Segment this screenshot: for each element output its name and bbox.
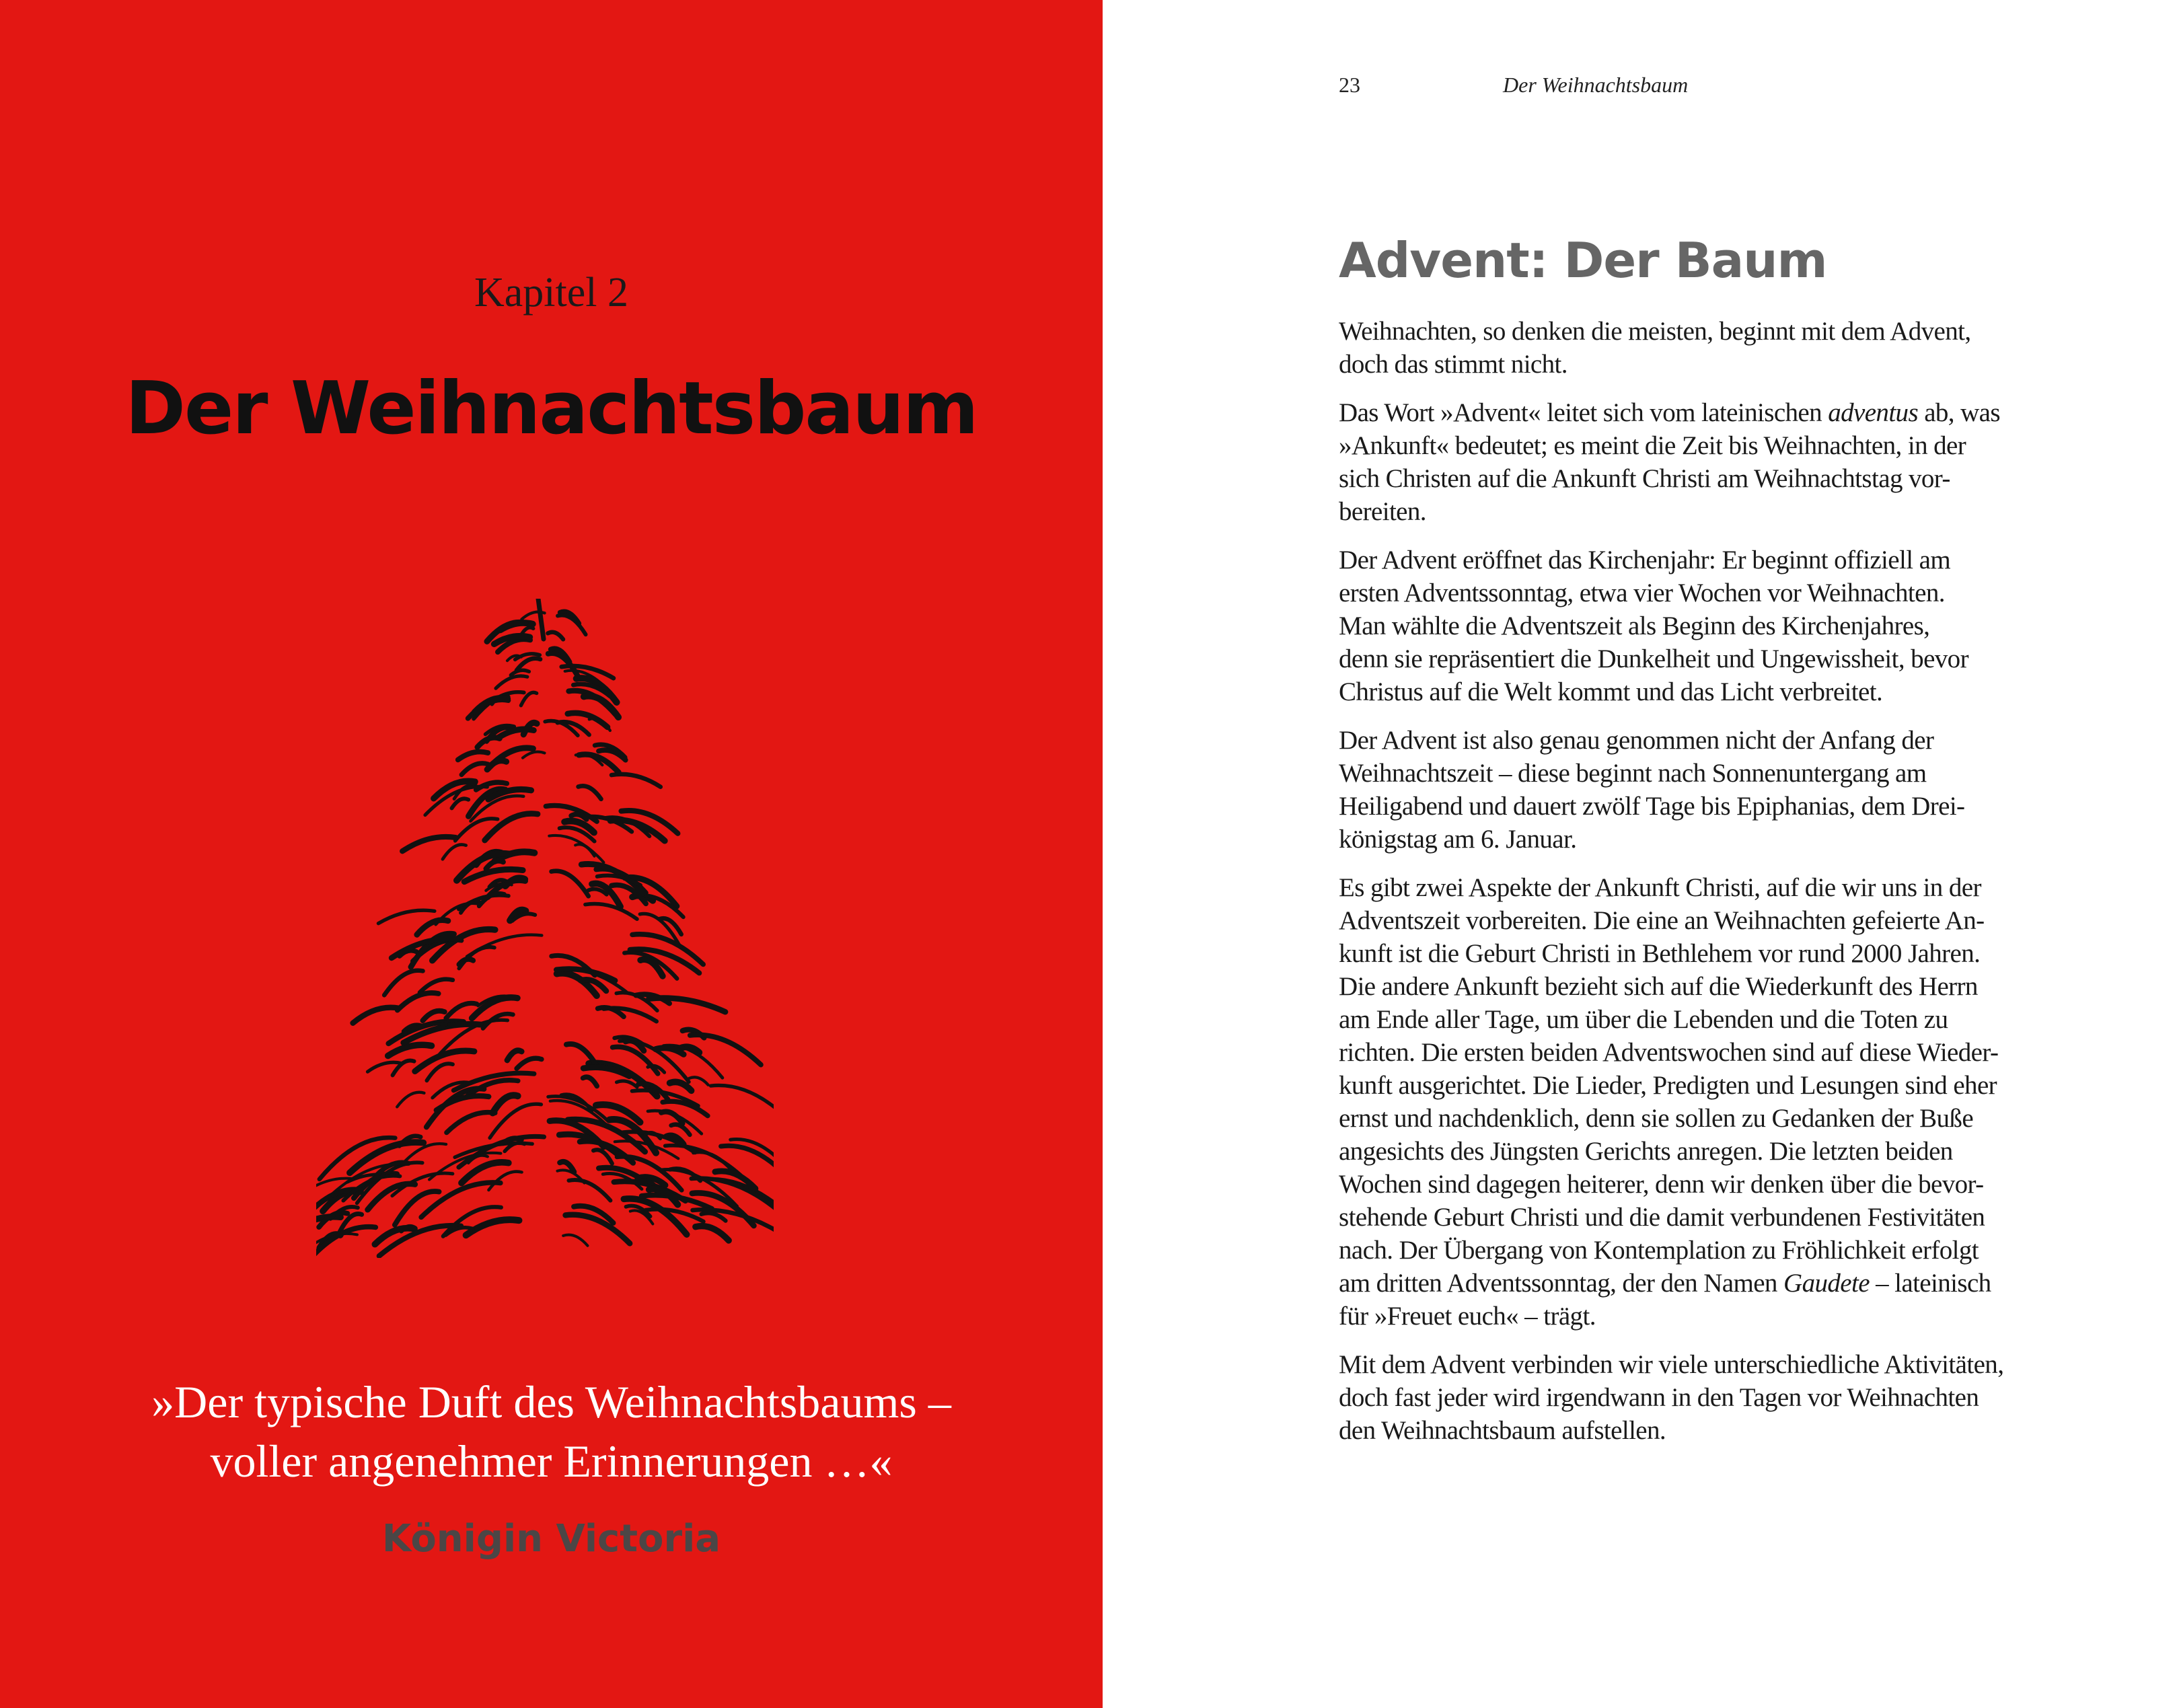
tree-needle-stroke	[402, 1144, 446, 1164]
tree-needle-stroke	[496, 676, 527, 688]
text-segment: für »Freuet euch« – trägt.	[1339, 1302, 1596, 1331]
text-segment: »Ankunft« bedeutet; es meint die Zeit bis Weihnachten, in der	[1339, 431, 1966, 460]
text-line	[1339, 904, 2112, 937]
text-segment: ersten Adventssonntag, etwa vier Wochen vor Weihnachten.	[1339, 579, 1945, 607]
text-line	[1339, 1414, 2112, 1447]
text-segment: stehende Geburt Christi und die damit verbundenen Festivitäten	[1339, 1203, 1985, 1232]
text-line	[1339, 871, 2112, 904]
tree-needle-stroke	[558, 615, 586, 634]
text-segment: doch das stimmt nicht.	[1339, 350, 1567, 379]
quote-line: »Der typische Duft des Weihnachtsbaums –	[151, 1376, 951, 1427]
text-segment: den Weihnachtsbaum aufstellen.	[1339, 1416, 1666, 1445]
italic-term: Gaudete	[1783, 1269, 1870, 1298]
text-segment: sich Christen auf die Ankunft Christi am Weihnachtstag vor-	[1339, 464, 1950, 493]
text-line	[1339, 462, 2112, 495]
text-line	[1339, 1300, 2112, 1333]
tree-needle-stroke	[711, 1085, 774, 1115]
chapter-label: Kapitel 2	[474, 270, 628, 315]
paragraph	[1339, 871, 2112, 1333]
tree-needle-stroke	[447, 1113, 495, 1133]
text-segment: Das Wort »Advent« leitet sich vom lateinischen	[1339, 398, 1829, 427]
text-segment: Christus auf die Welt kommt und das Licht verbreitet.	[1339, 677, 1883, 706]
tree-needle-stroke	[563, 1235, 587, 1246]
text-line	[1339, 429, 2112, 462]
text-line	[1339, 1201, 2112, 1234]
body-text	[1339, 315, 2112, 1462]
tree-needle-stroke	[649, 998, 725, 1012]
text-segment: richten. Die ersten beiden Adventswochen sind auf diese Wieder-	[1339, 1038, 1999, 1067]
text-line	[1339, 396, 2112, 429]
text-segment: Der Advent ist also genau genommen nicht der Anfang der	[1339, 726, 1934, 755]
text-segment: am dritten Adventssonntag, der den Namen	[1339, 1269, 1783, 1298]
tree-needle-stroke	[388, 1045, 432, 1055]
tree-needle-stroke	[575, 844, 594, 856]
text-line	[1339, 724, 2112, 757]
tree-needle-stroke	[523, 752, 545, 758]
tree-needle-stroke	[670, 1168, 700, 1181]
text-line	[1339, 495, 2112, 528]
right-page	[1103, 0, 2177, 1708]
text-line	[1339, 1348, 2112, 1381]
text-line	[1339, 609, 2112, 642]
tree-needle-stroke	[462, 1162, 509, 1183]
tree-needle-stroke	[617, 1081, 637, 1087]
text-segment: ernst und nachdenklich, denn sie sollen zu Gedanken der Buße	[1339, 1104, 1974, 1133]
tree-needle-stroke	[569, 1180, 611, 1201]
paragraph	[1339, 1348, 2112, 1447]
paragraph	[1339, 544, 2112, 708]
chapter-title: Der Weihnachtsbaum	[125, 367, 977, 451]
tree-needle-stroke	[579, 786, 601, 799]
text-segment: angesichts des Jüngsten Gerichts anregen. Die letzten beiden	[1339, 1137, 1953, 1166]
text-segment: kunft ist die Geburt Christi in Bethlehem vor rund 2000 Jahren.	[1339, 939, 1981, 968]
tree-needle-stroke	[397, 1092, 424, 1107]
tree-needle-stroke	[402, 837, 455, 851]
text-line	[1339, 642, 2112, 675]
text-segment: Man wählte die Adventszeit als Beginn des Kirchenjahres,	[1339, 611, 1930, 640]
text-segment: Weihnachten, so denken die meisten, beginnt mit dem Advent,	[1339, 317, 1971, 346]
tree-needle-stroke	[437, 1096, 489, 1110]
text-segment: – lateinisch	[1869, 1269, 1991, 1298]
tree-needle-stroke	[398, 993, 439, 1010]
text-segment: Die andere Ankunft bezieht sich auf die Wiederkunft des Herrn	[1339, 972, 1978, 1001]
tree-needle-stroke	[378, 910, 435, 923]
tree-needle-stroke	[353, 1008, 399, 1023]
tree-needle-stroke	[467, 935, 542, 957]
running-head: Der Weihnachtsbaum	[1503, 73, 1689, 97]
quote	[0, 1372, 1103, 1491]
tree-needle-stroke	[583, 1077, 597, 1086]
tree-needle-stroke	[566, 1215, 630, 1244]
tree-needle-stroke	[612, 774, 661, 787]
text-segment: doch fast jeder wird irgendwann in den Tagen vor Weihnachten	[1339, 1383, 1979, 1412]
text-segment: Adventszeit vorbereiten. Die eine an Weihnachten gefeierte An-	[1339, 906, 1985, 935]
text-segment: königstag am 6. Januar.	[1339, 825, 1577, 854]
quote-author: Königin Victoria	[381, 1517, 721, 1561]
text-line	[1339, 757, 2112, 790]
text-segment: bereiten.	[1339, 497, 1426, 526]
tree-needle-stroke	[549, 836, 603, 862]
text-line	[1339, 544, 2112, 577]
text-line	[1339, 823, 2112, 856]
text-segment: nach. Der Übergang von Kontemplation zu Fröhlichkeit erfolgt	[1339, 1236, 1979, 1265]
tree-needle-stroke	[487, 761, 507, 770]
text-line	[1339, 937, 2112, 970]
tree-needle-stroke	[422, 1011, 444, 1020]
tree-needle-stroke	[517, 659, 540, 671]
text-line	[1339, 1381, 2112, 1414]
text-segment: Es gibt zwei Aspekte der Ankunft Christi, auf die wir uns in der	[1339, 873, 1981, 902]
paragraph	[1339, 396, 2112, 528]
tree-needle-stroke	[694, 1152, 732, 1171]
tree-needle-stroke	[566, 1044, 597, 1068]
tree-needle-stroke	[458, 751, 488, 759]
text-segment: Weihnachtszeit – diese beginnt nach Sonnenuntergang am	[1339, 759, 1927, 788]
tree-needle-stroke	[696, 1226, 729, 1240]
section-heading: Advent: Der Baum	[1339, 232, 1827, 289]
text-line	[1339, 1135, 2112, 1168]
paragraph	[1339, 315, 2112, 381]
tree-needle-stroke	[384, 971, 422, 996]
text-line	[1339, 1267, 2112, 1300]
tree-needle-stroke	[548, 632, 563, 640]
tree-needle-stroke	[507, 1051, 521, 1060]
text-segment: Wochen sind dagegen heiterer, denn wir denken über die bevor-	[1339, 1170, 1984, 1199]
tree-needle-stroke	[593, 1150, 612, 1163]
tree-needle-stroke	[689, 1077, 708, 1084]
tree-needle-stroke	[517, 1058, 542, 1068]
tree-top-stroke	[538, 599, 544, 639]
text-segment: denn sie repräsentiert die Dunkelheit und Ungewissheit, bevor	[1339, 644, 1968, 673]
tree-needle-stroke	[603, 1008, 656, 1022]
tree-needle-stroke	[420, 979, 453, 993]
text-line	[1339, 577, 2112, 609]
tree-needle-stroke	[588, 889, 606, 895]
text-segment: am Ende aller Tage, um über die Lebenden und die Toten zu	[1339, 1005, 1948, 1034]
tree-needle-stroke	[585, 904, 637, 920]
text-line	[1339, 348, 2112, 381]
tree-needle-stroke	[415, 1051, 474, 1071]
text-line	[1339, 1102, 2112, 1135]
tree-needle-stroke	[731, 1140, 774, 1169]
text-segment: ab, was	[1918, 398, 2000, 427]
text-segment: Heiligabend und dauert zwölf Tage bis Epiphanias, dem Drei-	[1339, 792, 1965, 821]
text-line	[1339, 315, 2112, 348]
text-line	[1339, 1168, 2112, 1201]
paragraph	[1339, 724, 2112, 856]
tree-needle-stroke	[661, 1112, 683, 1123]
italic-term: adventus	[1828, 398, 1919, 427]
text-line	[1339, 1069, 2112, 1102]
tree-needle-stroke	[443, 844, 466, 859]
text-line	[1339, 675, 2112, 708]
text-line	[1339, 1234, 2112, 1267]
tree-needle-stroke	[462, 764, 488, 775]
text-segment: kunft ausgerichtet. Die Lieder, Predigten und Lesungen sind eher	[1339, 1071, 1997, 1100]
page-number: 23	[1339, 73, 1360, 97]
christmas-tree-illustration	[316, 599, 774, 1258]
text-line	[1339, 1003, 2112, 1036]
tree-needle-stroke	[557, 973, 597, 996]
tree-needle-stroke	[427, 1064, 453, 1080]
text-segment: Der Advent eröffnet das Kirchenjahr: Er beginnt offiziell am	[1339, 546, 1951, 574]
text-line	[1339, 970, 2112, 1003]
text-segment: Mit dem Advent verbinden wir viele unterschiedliche Aktivitäten,	[1339, 1350, 2004, 1379]
tree-needle-stroke	[479, 893, 505, 906]
text-line	[1339, 790, 2112, 823]
tree-needle-stroke	[702, 1213, 726, 1220]
quote-line: voller angenehmer Erinnerungen …«	[210, 1436, 893, 1487]
tree-needle-stroke	[552, 871, 589, 896]
text-line	[1339, 1036, 2112, 1069]
